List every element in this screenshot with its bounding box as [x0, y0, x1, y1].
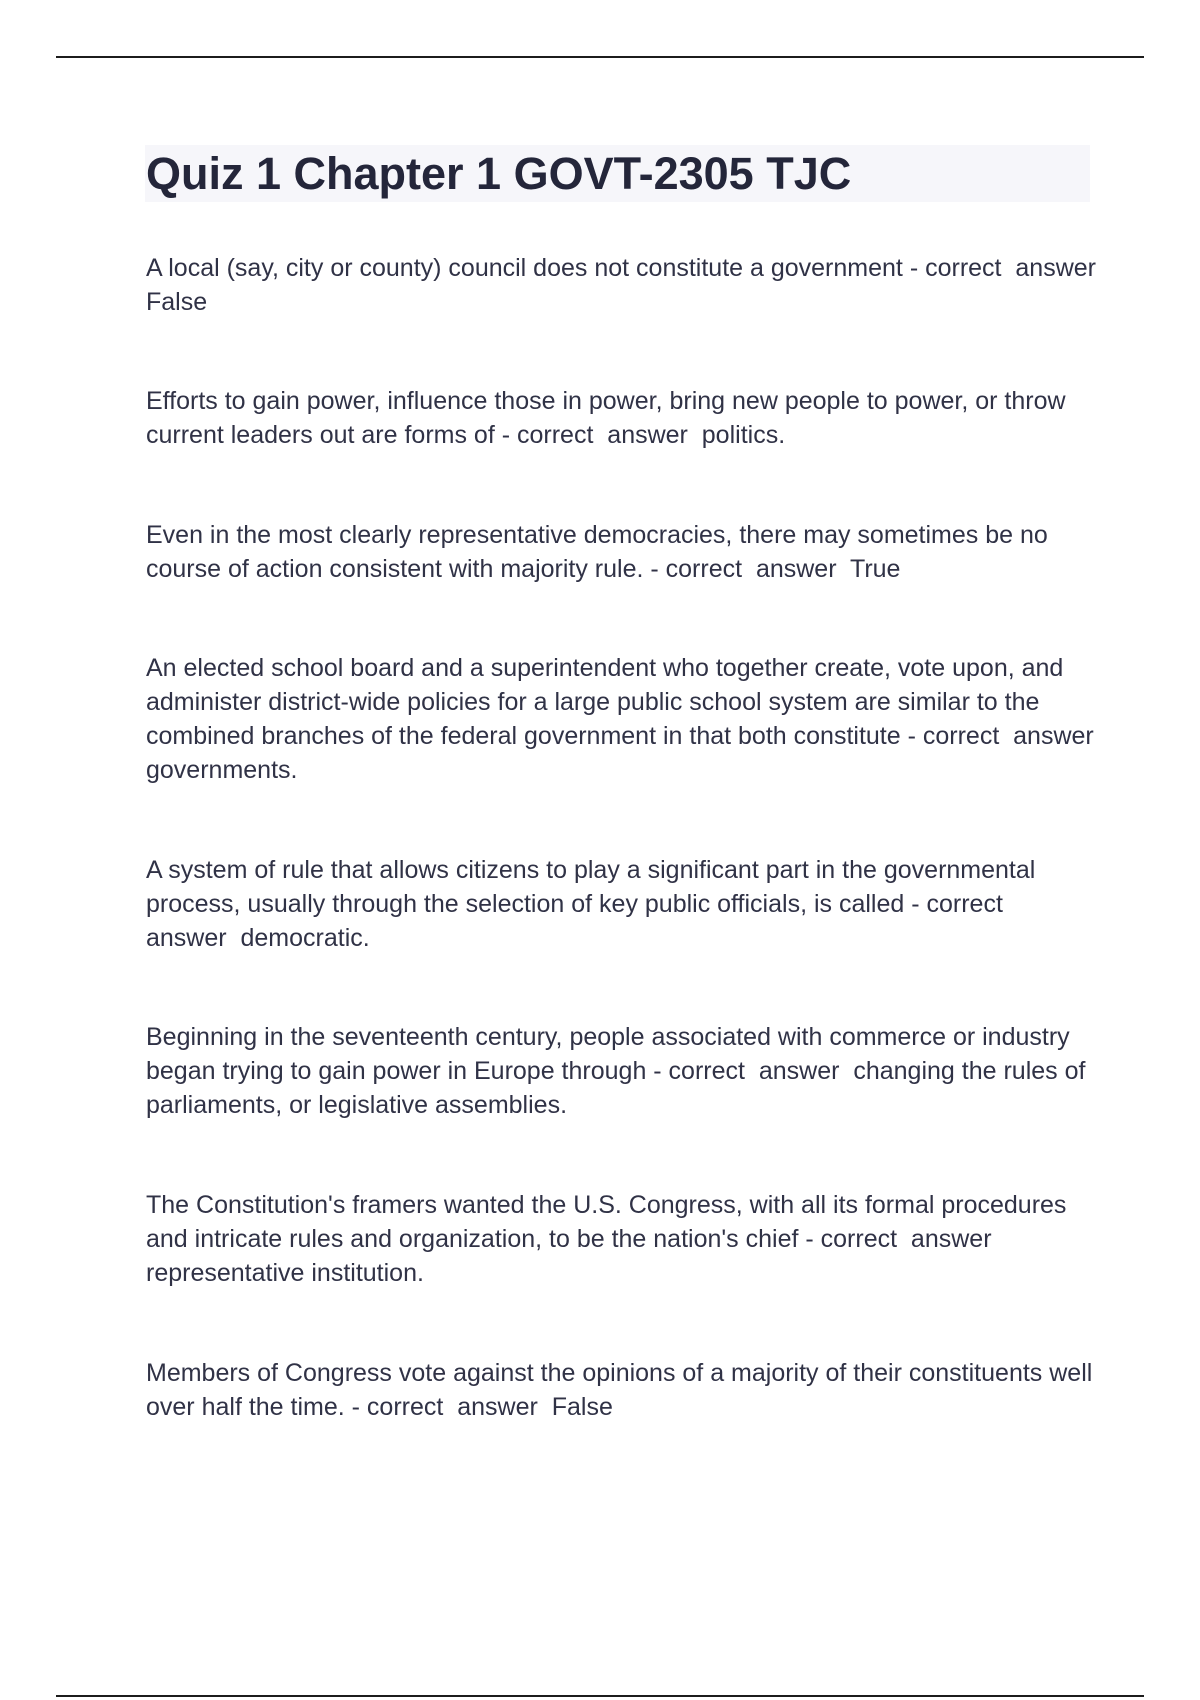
answer-text: politics.	[701, 421, 786, 449]
answer-text: False	[146, 288, 208, 316]
top-divider	[56, 56, 1144, 58]
answer-separator: - correct answer	[902, 254, 1110, 282]
question-text: Members of Congress vote against the opinions of a majority of their constituents well over half the time.	[146, 1359, 1100, 1421]
question-text: A local (say, city or county) council does not constitute a government	[146, 254, 903, 282]
question-text: The Constitution's framers wanted the U.S. Congress, with all its formal procedures and intricate rules and organization, to be the nation's chief	[146, 1191, 1074, 1253]
answer-text: governments.	[146, 756, 298, 784]
question-text: Beginning in the seventeenth century, people associated with commerce or industry began trying to gain power in Europe through	[146, 1023, 1077, 1085]
qa-item	[146, 853, 1096, 955]
answer-separator: - correct answer	[643, 555, 850, 583]
question-text: A system of rule that allows citizens to play a significant part in the governmental process, usually through the selection of key public officials, is called	[146, 856, 1043, 918]
answer-separator: - correct answer	[344, 1393, 552, 1421]
answer-separator: - correct answer	[146, 890, 1017, 952]
qa-item	[146, 1356, 1100, 1424]
answer-text: True	[849, 555, 901, 583]
qa-item	[146, 518, 1096, 586]
bottom-divider	[56, 1695, 1144, 1697]
question-text: An elected school board and a superintendent who together create, vote upon, and administer district-wide policies for a large public school system are similar to the combined branches of the federal government in that both constitute	[146, 654, 1071, 750]
answer-text: changing the rules of parliaments, or legislative assemblies.	[146, 1057, 1093, 1119]
question-text: Even in the most clearly representative democracies, there may sometimes be no course of action consistent with majority rule.	[146, 521, 1055, 583]
page-title: Quiz 1 Chapter 1 GOVT-2305 TJC	[146, 148, 852, 199]
qa-item	[146, 1188, 1096, 1290]
qa-item	[146, 251, 1110, 319]
answer-separator: - correct answer	[798, 1225, 1006, 1253]
answer-text: democratic.	[240, 924, 370, 952]
answer-text: representative institution.	[146, 1259, 424, 1287]
qa-item	[146, 651, 1108, 787]
answer-text: False	[551, 1393, 613, 1421]
answer-separator: - correct answer	[646, 1057, 854, 1085]
answer-separator: - correct answer	[494, 421, 702, 449]
answer-separator: - correct answer	[900, 722, 1108, 750]
question-text: Efforts to gain power, influence those in power, bring new people to power, or throw current leaders out are forms of	[146, 387, 1073, 449]
qa-item	[146, 1020, 1096, 1122]
qa-item	[146, 384, 1096, 452]
